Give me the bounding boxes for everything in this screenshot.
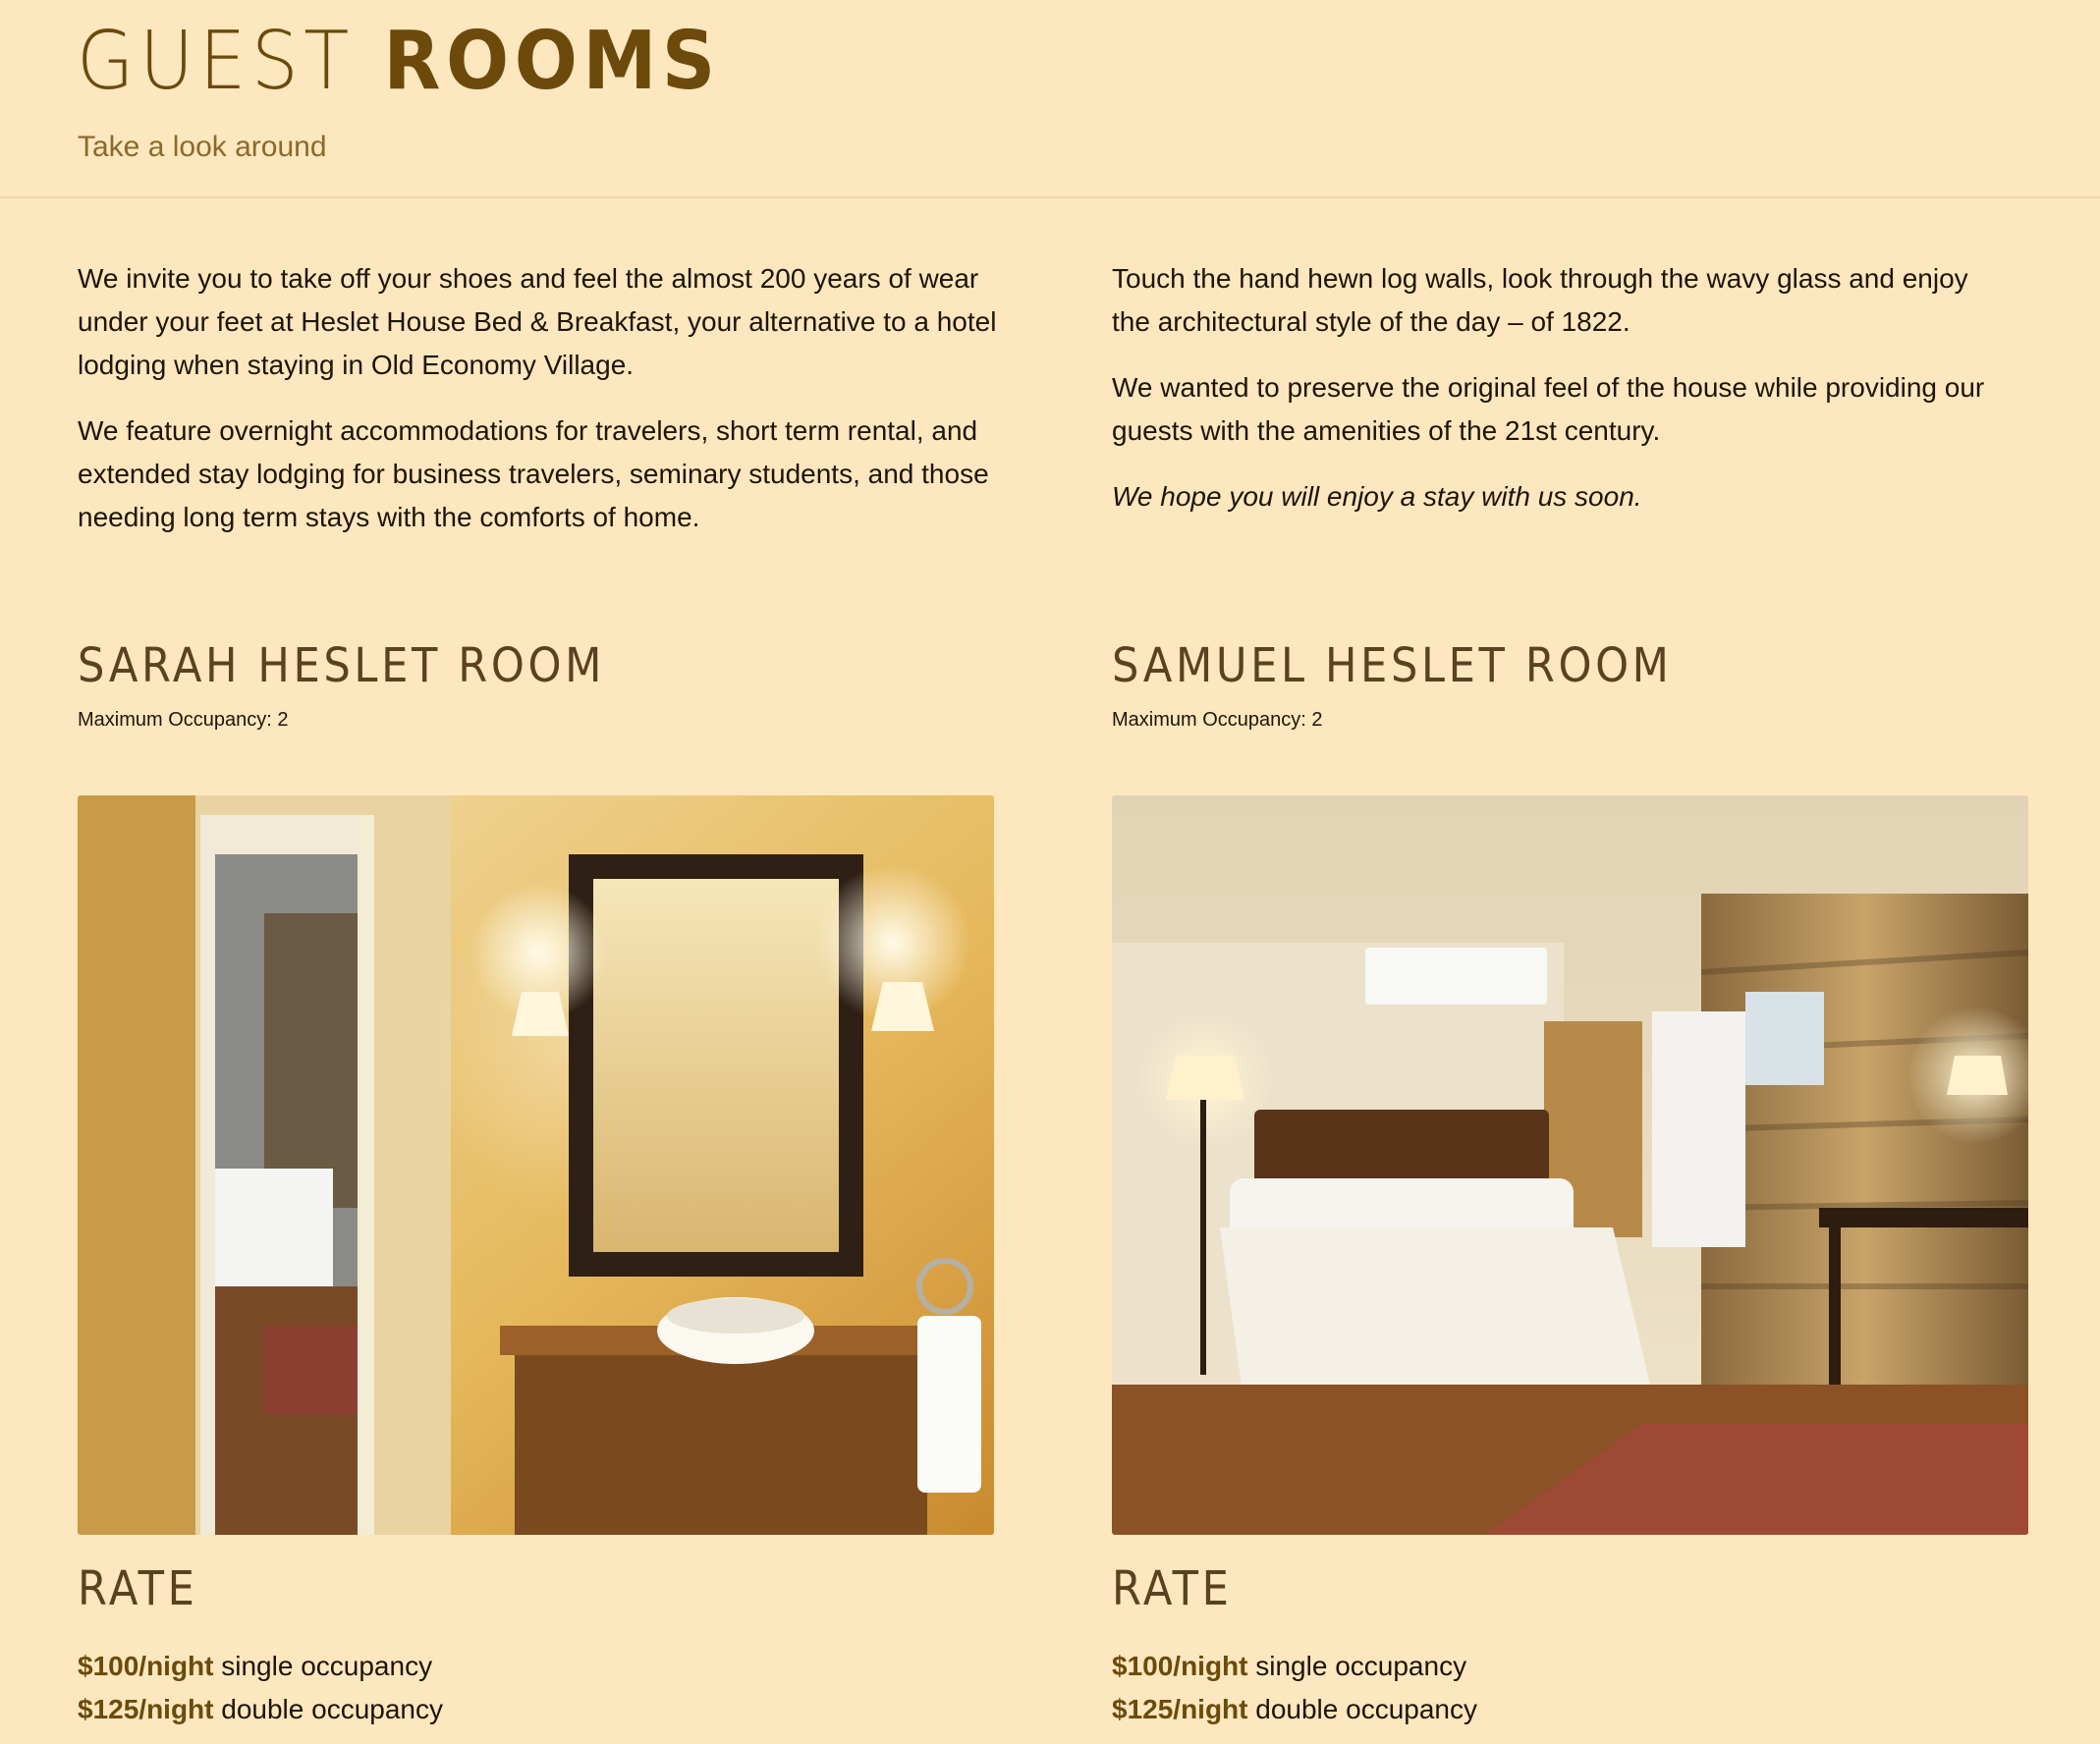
room-card-samuel bbox=[1112, 638, 2030, 1724]
intro-paragraph: We feature overnight accommodations for travelers, short term rental, and extended stay lodging for business travelers, seminary students, and those needing long term stays with the comforts of home. bbox=[78, 415, 989, 532]
page-title bbox=[77, 15, 721, 108]
intro-paragraph: We wanted to preserve the original feel of the house while providing our guests with the amenities of the 21st century. bbox=[1112, 372, 1985, 446]
rate-price: $125/night bbox=[1112, 1694, 1248, 1724]
room-photo-bathroom[interactable] bbox=[78, 795, 994, 1535]
intro-paragraph: We invite you to take off your shoes and feel the almost 200 years of wear under your feet at Heslet House Bed & Breakfast, your alternative to a hotel lodging when staying in Old Economy Village. bbox=[78, 263, 997, 380]
rate-price: $125/night bbox=[78, 1694, 214, 1724]
page-header bbox=[0, 0, 2100, 198]
rate-heading: RATE bbox=[1112, 1561, 1233, 1616]
rate-price: $100/night bbox=[78, 1651, 214, 1681]
intro-closing-line: We hope you will enjoy a stay with us soon. bbox=[1112, 481, 1642, 512]
bathroom-image bbox=[78, 795, 994, 1535]
room-photo-bedroom[interactable] bbox=[1112, 795, 2028, 1535]
page-title-light: GUEST bbox=[77, 15, 355, 108]
rate-price: $100/night bbox=[1112, 1651, 1248, 1681]
page-title-bold: ROOMS bbox=[383, 15, 721, 108]
room-occupancy: Maximum Occupancy: 2 bbox=[78, 709, 289, 731]
rate-double bbox=[1112, 1688, 1477, 1731]
room-card-sarah bbox=[78, 638, 996, 1724]
rate-label: single occupancy bbox=[1247, 1651, 1467, 1681]
page-subtitle: Take a look around bbox=[78, 131, 327, 163]
rate-label: double occupancy bbox=[213, 1694, 443, 1724]
intro-left-column bbox=[78, 257, 1001, 562]
room-name: SAMUEL HESLET ROOM bbox=[1112, 638, 1673, 693]
rate-label: single occupancy bbox=[213, 1651, 433, 1681]
rate-single bbox=[78, 1645, 432, 1688]
rate-single bbox=[1112, 1645, 1466, 1688]
room-occupancy: Maximum Occupancy: 2 bbox=[1112, 709, 1323, 731]
rate-label: double occupancy bbox=[1247, 1694, 1477, 1724]
rate-heading: RATE bbox=[78, 1561, 198, 1616]
intro-paragraph: Touch the hand hewn log walls, look through the wavy glass and enjoy the architectural style of the day – of 1822. bbox=[1112, 263, 1968, 337]
bedroom-image bbox=[1112, 795, 2028, 1535]
room-name: SARAH HESLET ROOM bbox=[78, 638, 605, 693]
intro-right-column bbox=[1112, 257, 1996, 541]
rate-double bbox=[78, 1688, 443, 1731]
